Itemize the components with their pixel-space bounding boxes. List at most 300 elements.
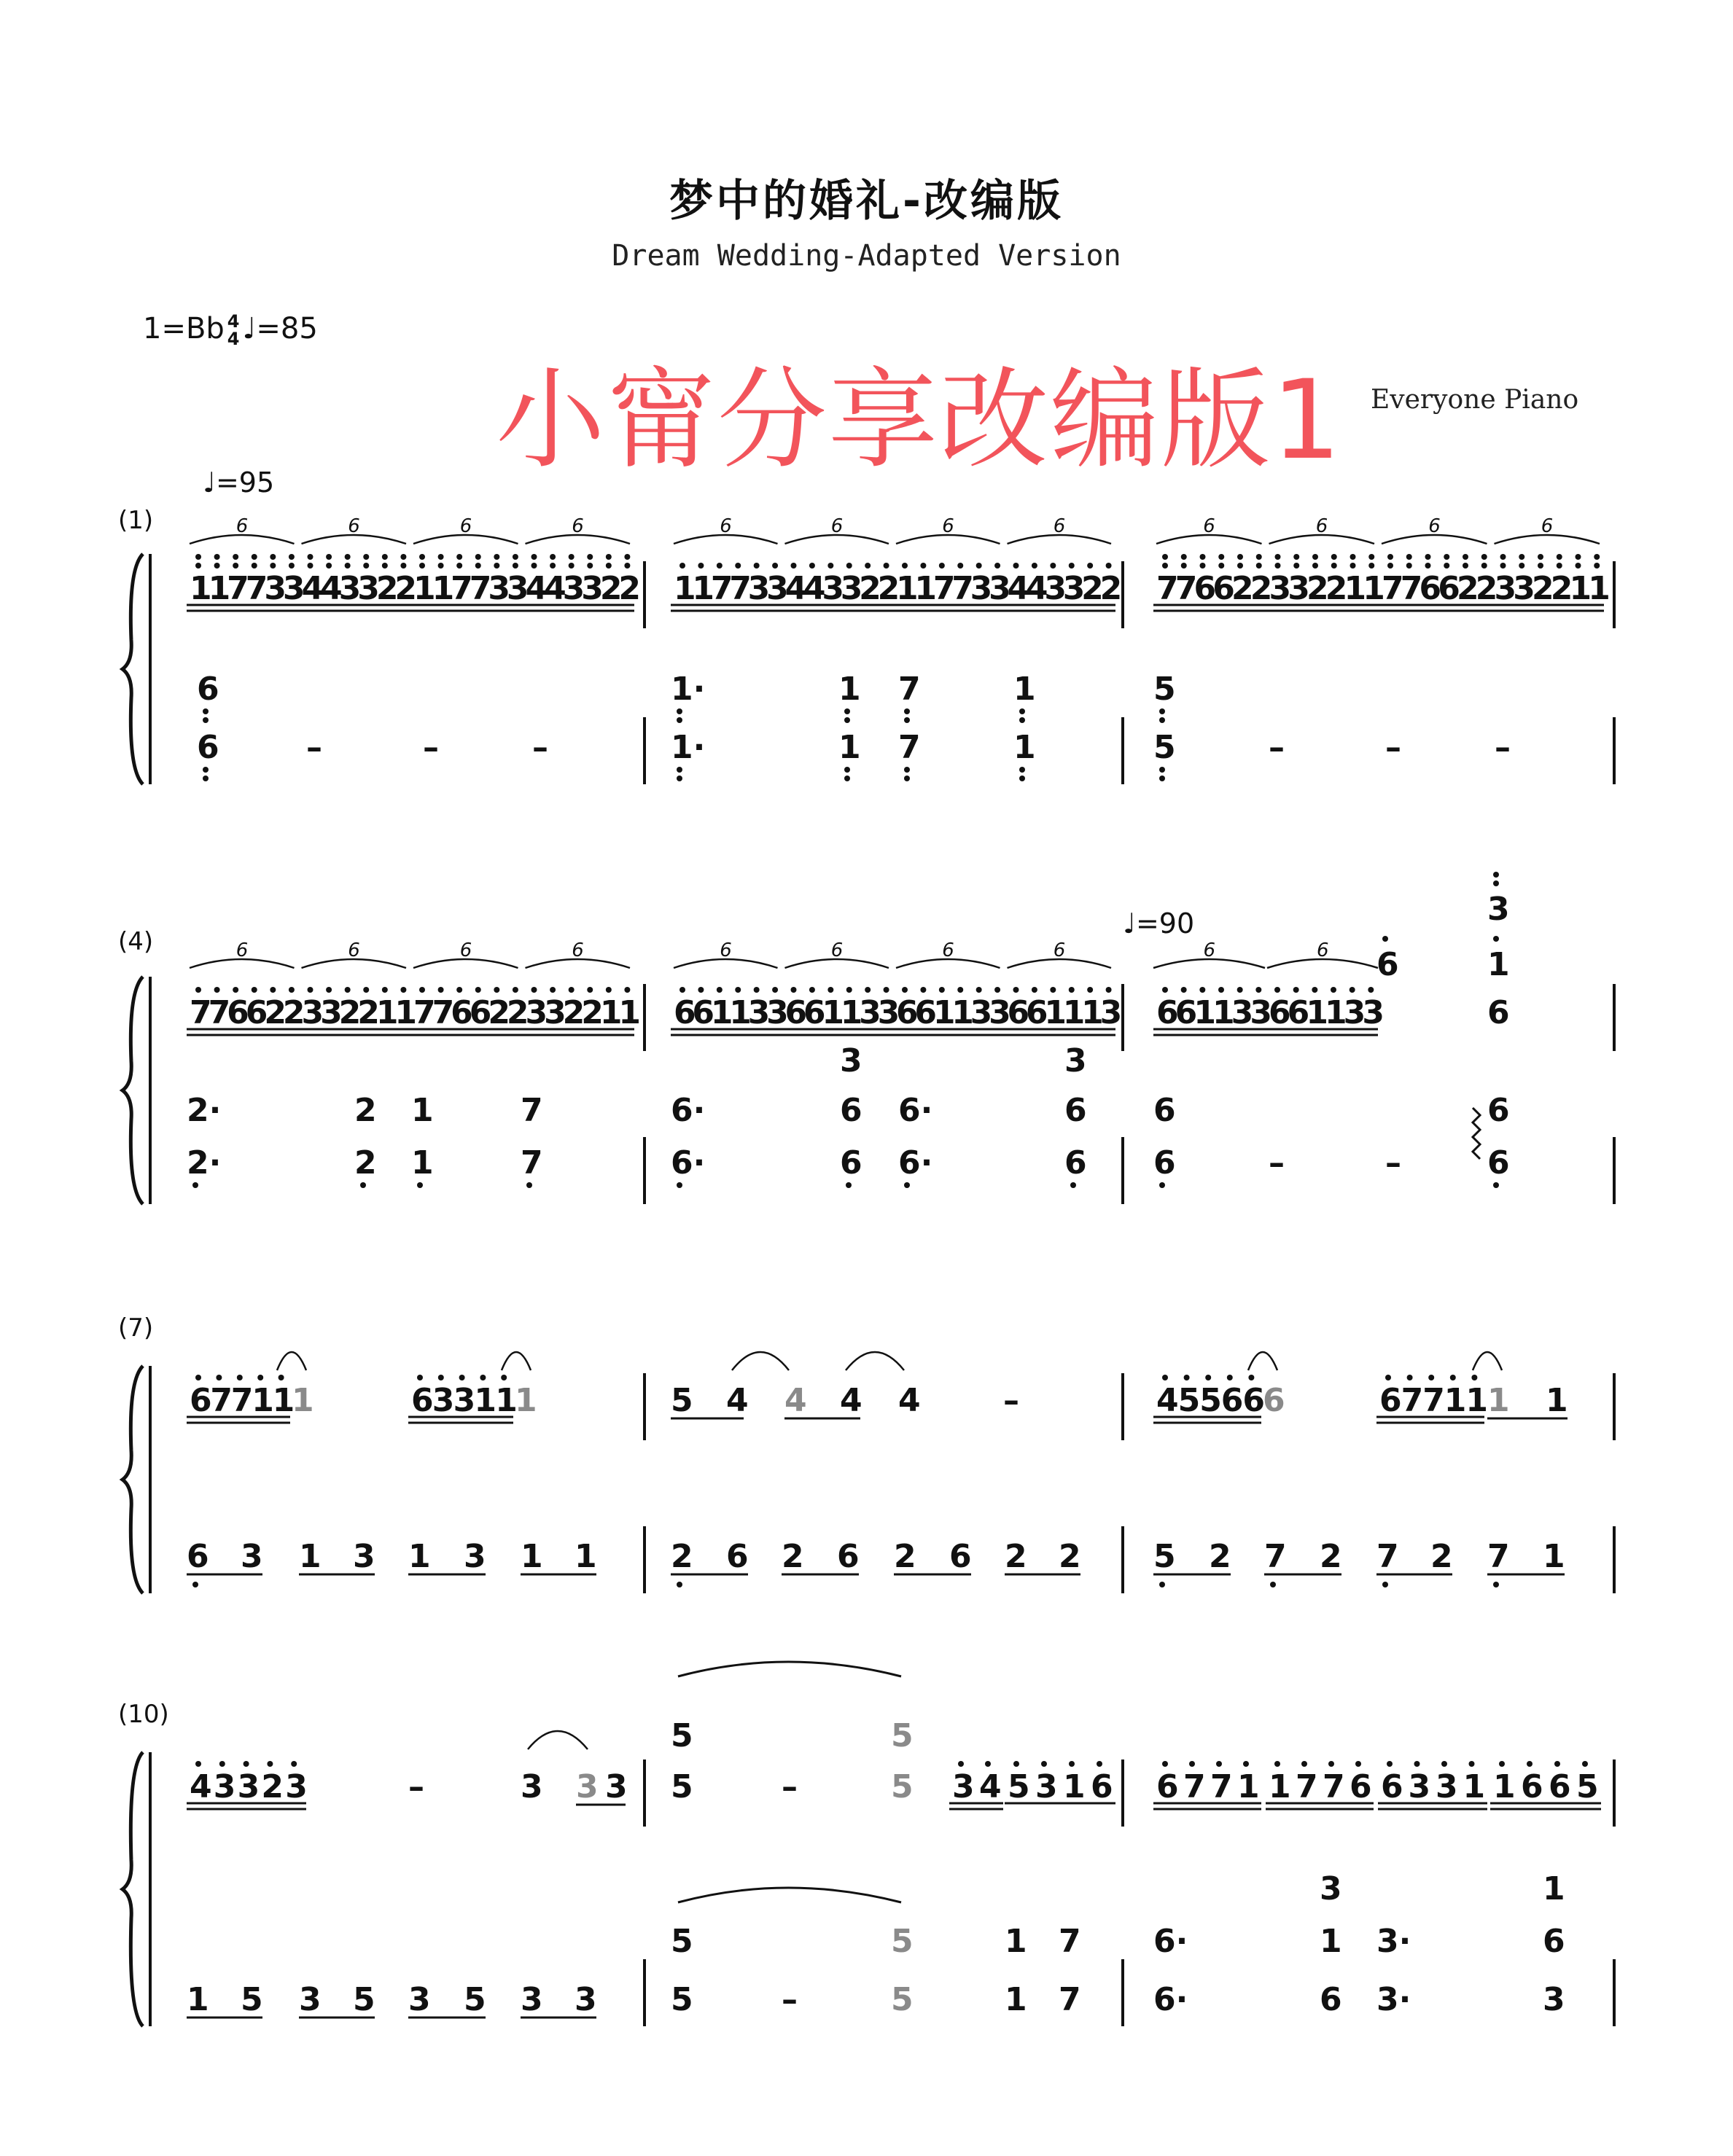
tuplet-label: 6 <box>235 940 249 961</box>
octave-dot-above <box>216 1375 222 1380</box>
octave-dot-above <box>252 987 257 993</box>
long-tie <box>678 1662 901 1676</box>
octave-dot-below <box>192 1582 198 1587</box>
s1-lower-bottom-note: 7 <box>898 729 921 766</box>
tuplet-label: 6 <box>942 515 954 537</box>
octave-dot-above <box>513 563 518 569</box>
s4-middle-chord-top: 1 <box>1543 1870 1565 1907</box>
s3-lower-note: 1 <box>408 1538 431 1575</box>
s2-rest-dash: – <box>1385 1144 1401 1181</box>
octave-dot-above <box>1106 987 1112 993</box>
octave-dot-above <box>326 987 332 993</box>
tuplet-label: 6 <box>348 940 360 961</box>
octave-dot-below <box>844 767 850 773</box>
octave-dot-above <box>1557 563 1562 569</box>
octave-dot-above <box>1387 554 1393 560</box>
s2-upper-m4-note: 1 <box>618 994 642 1031</box>
s3-upper-run-note: 1 <box>272 1382 295 1419</box>
s4-upper-run-note: 3 <box>1408 1768 1431 1805</box>
s1-upper-m2-note: 3 <box>747 570 771 607</box>
octave-dot-above <box>1425 563 1431 569</box>
octave-dot-below <box>844 776 850 781</box>
s1-rest-dash: – <box>532 729 548 766</box>
s2-upper-m4-note: 3 <box>301 994 324 1031</box>
s4-upper-run-note: 6 <box>1549 1768 1571 1805</box>
s4-upper-run-note: 5 <box>1576 1768 1599 1805</box>
s2-lower-bottom-note: 2· <box>187 1144 222 1181</box>
octave-dot-above <box>1013 1761 1019 1767</box>
system-brace <box>122 1366 143 1593</box>
tie <box>1248 1352 1277 1370</box>
octave-dot-above <box>400 987 406 993</box>
octave-dot-above <box>1441 1761 1447 1767</box>
octave-dot-above <box>1227 1375 1233 1380</box>
s2-upper-m6-note: 6 <box>1175 994 1198 1031</box>
octave-dot-below <box>1159 1182 1165 1188</box>
octave-dot-above <box>1312 987 1317 993</box>
octave-dot-above <box>494 563 499 569</box>
octave-dot-above <box>456 563 462 569</box>
octave-dot-above <box>345 563 351 569</box>
s1-upper-m1-note: 7 <box>451 570 473 607</box>
octave-dot-above <box>475 554 481 560</box>
s2-upper-m4-note: 1 <box>599 994 623 1031</box>
octave-dot-above <box>494 987 499 993</box>
s2-lower-top-note: 6 <box>1487 1092 1510 1129</box>
s3-upper-run-note: 6 <box>190 1382 212 1419</box>
octave-dot-above <box>1200 563 1206 569</box>
octave-dot-above <box>1519 554 1524 560</box>
octave-dot-above <box>1050 563 1056 569</box>
s1-upper-m3-note: 3 <box>1288 570 1310 607</box>
octave-dot-above <box>735 987 741 993</box>
s1-upper-m1-note: 3 <box>357 570 380 607</box>
s1-upper-m3-note: 1 <box>1588 570 1611 607</box>
octave-dot-above <box>1255 987 1261 993</box>
octave-dot-above <box>1481 554 1487 560</box>
octave-dot-above <box>1406 554 1412 560</box>
s3-lower-note: 5 <box>1153 1538 1176 1575</box>
s2-upper-m5-note: 6 <box>803 994 826 1031</box>
octave-dot-above <box>326 554 332 560</box>
s4-upper-note: 3 <box>521 1768 543 1805</box>
octave-dot-above <box>1106 563 1112 569</box>
octave-dot-above <box>1199 987 1205 993</box>
s4-upper-run-note: 1 <box>1237 1768 1260 1805</box>
octave-dot-above <box>754 563 760 569</box>
octave-dot-above <box>679 987 685 993</box>
octave-dot-above <box>985 1761 991 1767</box>
s2-lower-top-note: 2· <box>187 1092 222 1129</box>
octave-dot-above <box>233 563 238 569</box>
s4-lower-note: 5 <box>891 1981 914 2018</box>
s2-lower-top-note: 6 <box>1153 1092 1176 1129</box>
octave-dot-above <box>363 987 369 993</box>
s1-upper-m1-note: 3 <box>488 570 510 607</box>
s2-lower-bottom-note: 7 <box>521 1144 543 1181</box>
octave-dot-above <box>1576 554 1581 560</box>
octave-dot-above <box>252 554 257 560</box>
s1-upper-m2-note: 3 <box>970 570 993 607</box>
octave-dot-above <box>1557 554 1562 560</box>
s2-upper-m5-note: 1 <box>840 994 863 1031</box>
s3-lower-note: 2 <box>1059 1538 1081 1575</box>
octave-dot-above <box>809 563 815 569</box>
octave-dot-above <box>1368 563 1374 569</box>
s2-upper-m4-note: 7 <box>208 994 231 1031</box>
s3-lower-note: 2 <box>671 1538 693 1575</box>
octave-dot-above <box>195 987 201 993</box>
octave-dot-above <box>624 563 630 569</box>
s3-lower-note: 2 <box>1005 1538 1027 1575</box>
s3-upper-note: 1 <box>1546 1382 1568 1419</box>
s3-lower-note: 3 <box>353 1538 375 1575</box>
tempo-mark-95: ♩=95 <box>203 466 275 499</box>
octave-dot-above <box>1444 554 1449 560</box>
s4-upper-run-note: 3 <box>1035 1768 1058 1805</box>
s2-upper-m4-note: 7 <box>413 994 436 1031</box>
tuplet-label: 6 <box>235 515 249 537</box>
s4-lower-note: 5 <box>353 1981 375 2018</box>
octave-dot-above <box>957 563 963 569</box>
octave-dot-above <box>1368 987 1374 993</box>
s2-upper-m6-note: 6 <box>1287 994 1310 1031</box>
s2-upper-m4-note: 2 <box>357 994 380 1031</box>
s2-chord-mid: 1 <box>1487 946 1510 983</box>
s2-lower-bottom-note: 6 <box>1153 1144 1176 1181</box>
tuplet-label: 6 <box>1315 515 1328 537</box>
octave-dot-above <box>1248 1375 1254 1380</box>
measure-number-10: (10) <box>118 1700 169 1729</box>
tie <box>846 1352 904 1370</box>
octave-dot-below <box>192 1182 198 1188</box>
octave-dot-below <box>1493 1582 1499 1587</box>
octave-dot-below <box>677 1582 682 1587</box>
s3-upper-note: – <box>1003 1382 1019 1419</box>
octave-dot-above <box>1097 1761 1102 1767</box>
s1-lower-bottom-note: 5 <box>1153 729 1176 766</box>
octave-dot-above <box>382 987 388 993</box>
s3-lower-note: 1 <box>1543 1538 1565 1575</box>
s3-lower-note: 2 <box>1320 1538 1342 1575</box>
time-signature-bottom: 4 <box>227 329 240 349</box>
s2-upper-m4-note: 6 <box>245 994 268 1031</box>
octave-dot-above <box>587 554 593 560</box>
s3-upper-note: 4 <box>898 1382 921 1419</box>
system-brace <box>122 977 143 1204</box>
octave-dot-above <box>1256 563 1262 569</box>
s1-upper-m3-note: 6 <box>1212 570 1235 607</box>
tuplet-label: 6 <box>572 940 584 961</box>
time-signature-top: 4 <box>227 311 240 332</box>
s4-lower-note: 1 <box>1005 1981 1027 2018</box>
tuplet-label: 6 <box>942 940 954 961</box>
s3-lower-note: 1 <box>521 1538 543 1575</box>
octave-dot-above <box>419 554 425 560</box>
s1-upper-m3-note: 2 <box>1475 570 1498 607</box>
octave-dot-above <box>606 554 612 560</box>
s1-upper-m3-note: 2 <box>1231 570 1254 607</box>
octave-dot-below <box>844 708 850 714</box>
octave-dot-above <box>1237 554 1243 560</box>
s1-upper-m2-note: 4 <box>803 570 826 607</box>
octave-dot-above <box>279 1375 284 1380</box>
s1-rest-dash: – <box>423 729 439 766</box>
octave-dot-above <box>1200 554 1206 560</box>
octave-dot-above <box>1218 554 1224 560</box>
s4-upper-run-note: 1 <box>1463 1768 1486 1805</box>
s4-lower-note: 3 <box>521 1981 543 2018</box>
s2-upper-m4-note: 2 <box>488 994 510 1031</box>
s1-upper-m1-note: 4 <box>525 570 548 607</box>
octave-dot-above <box>698 987 704 993</box>
s3-upper-run-note: 6 <box>1379 1382 1402 1419</box>
s1-upper-m2-note: 3 <box>766 570 789 607</box>
s2-lower-bottom-note: 2 <box>354 1144 377 1181</box>
system-brace <box>122 1752 143 2026</box>
s4-middle-note: 3· <box>1376 1923 1411 1960</box>
s1-upper-m1-note: 2 <box>599 570 623 607</box>
octave-dot-above <box>846 987 852 993</box>
key-signature: 1=Bb <box>143 312 225 345</box>
octave-dot-above <box>270 554 276 560</box>
s1-upper-m2-note: 4 <box>1007 570 1030 607</box>
s1-upper-m2-note: 2 <box>859 570 881 607</box>
octave-dot-below <box>846 1182 852 1188</box>
s4-upper-run-note: 3 <box>1436 1768 1458 1805</box>
octave-dot-above <box>400 563 406 569</box>
tuplet-label: 6 <box>1317 940 1329 961</box>
s2-upper-m5-note: 6 <box>914 994 938 1031</box>
s4-lower-note: 5 <box>464 1981 486 2018</box>
s1-upper-m3-note: 3 <box>1494 570 1517 607</box>
s2-upper-m5-note: 6 <box>896 994 919 1031</box>
s3-lower-note: 2 <box>782 1538 804 1575</box>
s1-upper-m2-note: 3 <box>822 570 844 607</box>
octave-dot-above <box>531 554 537 560</box>
octave-dot-above <box>270 563 276 569</box>
octave-dot-above <box>809 987 815 993</box>
octave-dot-above <box>438 554 444 560</box>
octave-dot-below <box>1493 1182 1499 1188</box>
octave-dot-below <box>1159 776 1165 781</box>
octave-dot-above <box>382 554 388 560</box>
s1-upper-m1-note: 4 <box>544 570 566 607</box>
octave-dot-above <box>1032 563 1037 569</box>
tuplet-label: 6 <box>720 515 732 537</box>
s1-upper-m3-note: 3 <box>1513 570 1535 607</box>
octave-dot-above <box>1243 1761 1249 1767</box>
octave-dot-above <box>1538 554 1543 560</box>
octave-dot-below <box>1070 1182 1076 1188</box>
s1-upper-m3-note: 2 <box>1532 570 1554 607</box>
s2-upper-m4-note: 2 <box>282 994 305 1031</box>
octave-dot-above <box>1218 563 1224 569</box>
octave-dot-above <box>214 554 220 560</box>
octave-dot-below <box>1270 1582 1276 1587</box>
tuplet-label: 6 <box>1203 940 1216 961</box>
s1-upper-m1-note: 7 <box>245 570 268 607</box>
octave-dot-above <box>1293 554 1299 560</box>
octave-dot-above <box>419 563 425 569</box>
octave-dot-above <box>195 563 201 569</box>
s2-upper-m6-note: 1 <box>1306 994 1328 1031</box>
s2-upper-m5-note: 1 <box>932 994 956 1031</box>
s1-upper-m1-note: 1 <box>413 570 436 607</box>
s3-upper-note: 4 <box>726 1382 749 1419</box>
octave-dot-below <box>1019 717 1025 723</box>
s2-upper-m5-note: 1 <box>710 994 733 1031</box>
octave-dot-above <box>1414 1761 1420 1767</box>
quarter-note-icon: ♩ <box>203 466 216 499</box>
s2-upper-m6-note: 1 <box>1193 994 1216 1031</box>
octave-dot-above <box>363 554 369 560</box>
s2-upper-m4-note: 7 <box>432 994 455 1031</box>
octave-dot-above <box>1275 554 1281 560</box>
s4-lower-note: 3 <box>1543 1981 1565 2018</box>
octave-dot-above <box>501 1375 507 1380</box>
octave-dot-above <box>1582 1761 1588 1767</box>
octave-dot-above <box>1013 563 1019 569</box>
s1-upper-m1-note: 4 <box>320 570 343 607</box>
s2-upper-m5-note: 6 <box>1007 994 1030 1031</box>
s2-upper-m6-note: 3 <box>1343 994 1366 1031</box>
octave-dot-above <box>976 987 982 993</box>
s4-upper-run-note: 7 <box>1323 1768 1345 1805</box>
octave-dot-above <box>456 554 462 560</box>
s3-upper-run-note: 1 <box>252 1382 274 1419</box>
octave-dot-below <box>1159 708 1165 714</box>
s1-upper-m1-note: 7 <box>227 570 249 607</box>
s3-upper-run-note: 7 <box>1422 1382 1445 1419</box>
octave-dot-above <box>513 554 518 560</box>
s2-lower-top-note: 6 <box>840 1092 862 1129</box>
s1-upper-m3-note: 7 <box>1175 570 1198 607</box>
octave-dot-below <box>1019 708 1025 714</box>
s2-lower-top-note: 2 <box>354 1092 377 1129</box>
s1-upper-m3-note: 2 <box>1306 570 1329 607</box>
s3-upper-run-note: 3 <box>453 1382 476 1419</box>
s3-upper-run-note: 4 <box>1156 1382 1179 1419</box>
s1-upper-m3-note: 7 <box>1382 570 1404 607</box>
octave-dot-above <box>884 987 889 993</box>
s1-upper-m1-note: 2 <box>618 570 642 607</box>
s2-upper-m5-note: 1 <box>1044 994 1067 1031</box>
octave-dot-above <box>214 563 220 569</box>
octave-dot-above <box>1274 1761 1280 1767</box>
s3-lower-note: 1 <box>299 1538 322 1575</box>
octave-dot-above <box>289 987 295 993</box>
octave-dot-above <box>717 563 723 569</box>
long-tie <box>678 1888 901 1902</box>
s2-upper-m5-note: 1 <box>822 994 844 1031</box>
octave-dot-above <box>1312 563 1318 569</box>
arpeggio-icon <box>1473 1108 1480 1159</box>
s2-upper-m5-note: 3 <box>766 994 789 1031</box>
arranger-credit: Everyone Piano <box>1371 385 1579 415</box>
octave-dot-above <box>417 1375 423 1380</box>
octave-dot-below <box>904 717 910 723</box>
s4-lower-note: 7 <box>1059 1981 1081 2018</box>
octave-dot-above <box>902 987 908 993</box>
s4-upper-run-note: 4 <box>979 1768 1002 1805</box>
s4-rest-dash: – <box>408 1768 424 1805</box>
octave-dot-below <box>904 776 910 781</box>
octave-dot-above <box>291 1761 297 1767</box>
octave-dot-above <box>244 1761 249 1767</box>
octave-dot-above <box>846 563 852 569</box>
tuplet-label: 6 <box>830 940 844 961</box>
measure-number-7: (7) <box>118 1313 154 1343</box>
s1-upper-m3-note: 1 <box>1569 570 1592 607</box>
s3-upper-run-note: 3 <box>432 1382 455 1419</box>
s4-upper-run-note: 1 <box>1063 1768 1086 1805</box>
octave-dot-above <box>550 554 556 560</box>
s4-middle-note: 6· <box>1153 1923 1188 1960</box>
s4-upper-run-note: 6 <box>1521 1768 1543 1805</box>
s3-lower-note: 3 <box>241 1538 263 1575</box>
octave-dot-above <box>606 987 612 993</box>
s1-upper-m3-note: 2 <box>1550 570 1573 607</box>
s4-lower-note: 3· <box>1376 1981 1411 2018</box>
octave-dot-above <box>1162 987 1168 993</box>
s3-lower-note: 6 <box>187 1538 209 1575</box>
octave-dot-above <box>1368 554 1374 560</box>
octave-dot-above <box>1301 1761 1307 1767</box>
s4-lower-note: 3 <box>408 1981 431 2018</box>
s1-lower-top-note: 5 <box>1153 671 1176 708</box>
octave-dot-above <box>1406 563 1412 569</box>
s1-lower-top-note: 6 <box>197 671 219 708</box>
s2-upper-m5-note: 6 <box>1025 994 1048 1031</box>
s2-upper-m5-note: 1 <box>1081 994 1104 1031</box>
quarter-note-icon: ♩ <box>242 312 257 345</box>
s2-upper-m5-note: 6 <box>692 994 715 1031</box>
s2-upper-m6-note: 6 <box>1269 994 1291 1031</box>
octave-dot-above <box>1069 987 1075 993</box>
octave-dot-above <box>382 563 388 569</box>
s1-upper-m3-note: 6 <box>1419 570 1442 607</box>
octave-dot-above <box>252 563 257 569</box>
octave-dot-above <box>438 1375 444 1380</box>
octave-dot-above <box>1387 1761 1393 1767</box>
octave-dot-above <box>345 554 351 560</box>
s1-upper-m2-note: 3 <box>989 570 1011 607</box>
s1-upper-m1-note: 3 <box>506 570 529 607</box>
measure-number-4: (4) <box>118 927 154 956</box>
s1-lower-top-note: 1· <box>671 671 706 708</box>
octave-dot-above <box>233 554 238 560</box>
octave-dot-above <box>994 563 1000 569</box>
s3-lower-note: 2 <box>894 1538 916 1575</box>
s4-middle-note: 6 <box>1543 1923 1565 1960</box>
s1-upper-m2-note: 1 <box>896 570 919 607</box>
octave-dot-above <box>569 563 575 569</box>
octave-dot-below <box>904 1182 910 1188</box>
s2-lower-bottom-note: 6 <box>1064 1144 1087 1181</box>
octave-dot-above <box>772 563 778 569</box>
s3-upper-run-note: 5 <box>1177 1382 1201 1419</box>
s4-lower-note: 6 <box>1320 1981 1342 2018</box>
octave-dot-above <box>920 563 926 569</box>
s1-lower-top-note: 1 <box>1013 671 1036 708</box>
octave-dot-above <box>624 554 630 560</box>
octave-dot-above <box>513 987 518 993</box>
s2-upper-m4-note: 2 <box>562 994 585 1031</box>
s3-upper-run-note: 7 <box>230 1382 254 1419</box>
octave-dot-above <box>1527 1761 1533 1767</box>
s1-upper-m2-note: 7 <box>729 570 752 607</box>
